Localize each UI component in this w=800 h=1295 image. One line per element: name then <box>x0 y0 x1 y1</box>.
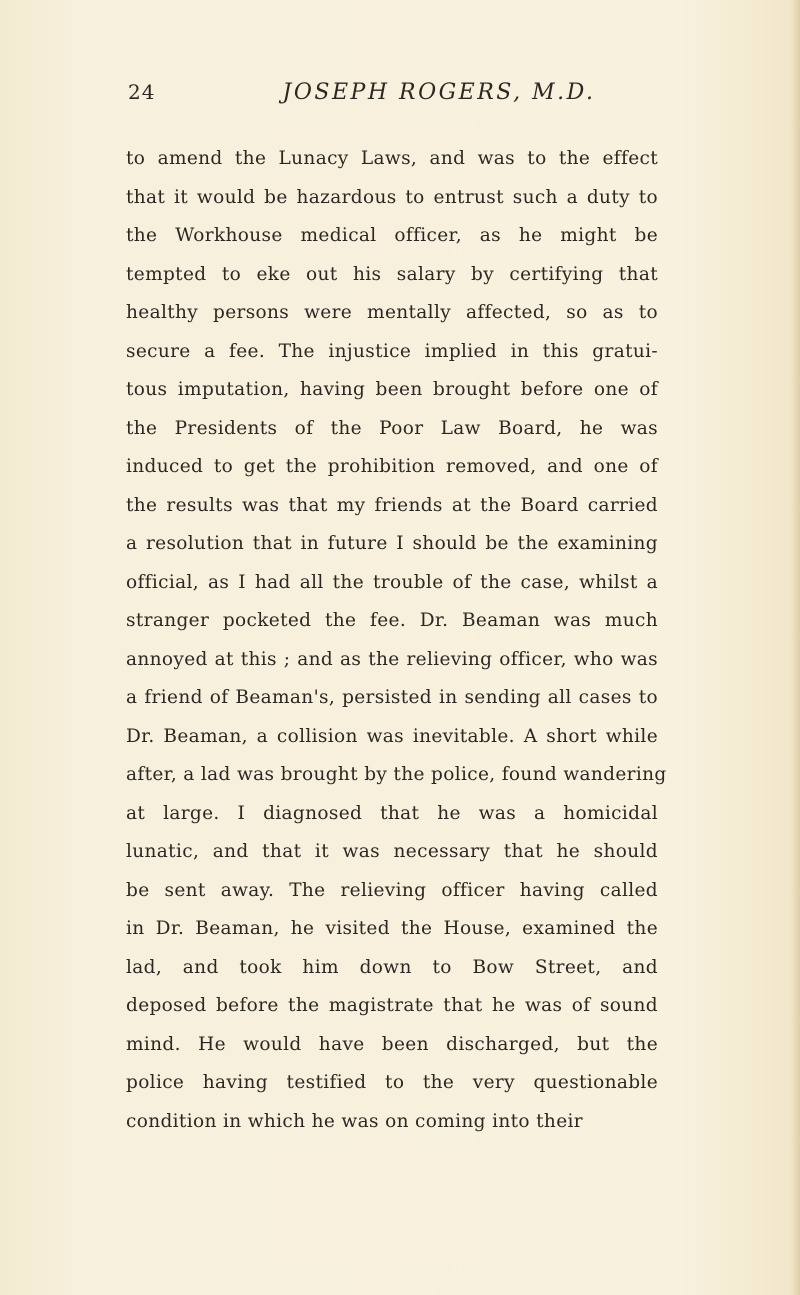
text-line: the results was that my friends at the Board carried <box>126 494 658 516</box>
text-line: the Presidents of the Poor Law Board, he was <box>126 417 658 439</box>
text-line: condition in which he was on coming into their <box>126 1110 583 1132</box>
text-line: tempted to eke out his salary by certifying that <box>126 263 658 285</box>
text-line: a resolution that in future I should be the examining <box>126 533 658 554</box>
page-number: 24 <box>128 80 156 104</box>
text-line: the Workhouse medical officer, as he might be <box>126 225 658 246</box>
text-line: at large. I diagnosed that he was a homicidal <box>126 802 658 824</box>
text-line: tous imputation, having been brought before one of <box>126 379 658 400</box>
text-line: a friend of Beaman's, persisted in sending all cases to <box>126 687 658 708</box>
text-line: stranger pocketed the fee. Dr. Beaman was much <box>126 610 658 631</box>
text-line: deposed before the magistrate that he was of sound <box>126 995 658 1016</box>
text-line: annoyed at this ; and as the relieving officer, who was <box>126 648 658 670</box>
text-line: healthy persons were mentally affected, so as to <box>126 302 658 323</box>
text-line: lunatic, and that it was necessary that he should <box>126 841 658 862</box>
text-line: induced to get the prohibition removed, and one of <box>126 456 658 477</box>
text-line: mind. He would have been discharged, but the <box>126 1033 658 1055</box>
text-line: police having testified to the very questionable <box>126 1072 658 1093</box>
text-line: in Dr. Beaman, he visited the House, examined the <box>126 918 658 939</box>
running-title: JOSEPH ROGERS, M.D. <box>282 80 596 105</box>
body-text <box>126 140 667 1141</box>
text-line: to amend the Lunacy Laws, and was to the effect <box>126 148 658 169</box>
text-line: Dr. Beaman, a collision was inevitable. A short while <box>126 725 658 747</box>
text-line: secure a fee. The injustice implied in this gratui- <box>126 340 658 362</box>
text-line: that it would be hazardous to entrust such a duty to <box>126 186 658 208</box>
text-line: be sent away. The relieving officer having called <box>126 879 658 901</box>
text-line: after, a lad was brought by the police, found wandering <box>126 764 667 785</box>
text-line: lad, and took him down to Bow Street, and <box>126 956 658 978</box>
page-edge-shadow <box>790 0 800 1295</box>
text-line: official, as I had all the trouble of the case, whilst a <box>126 571 658 593</box>
page-header <box>128 80 658 116</box>
